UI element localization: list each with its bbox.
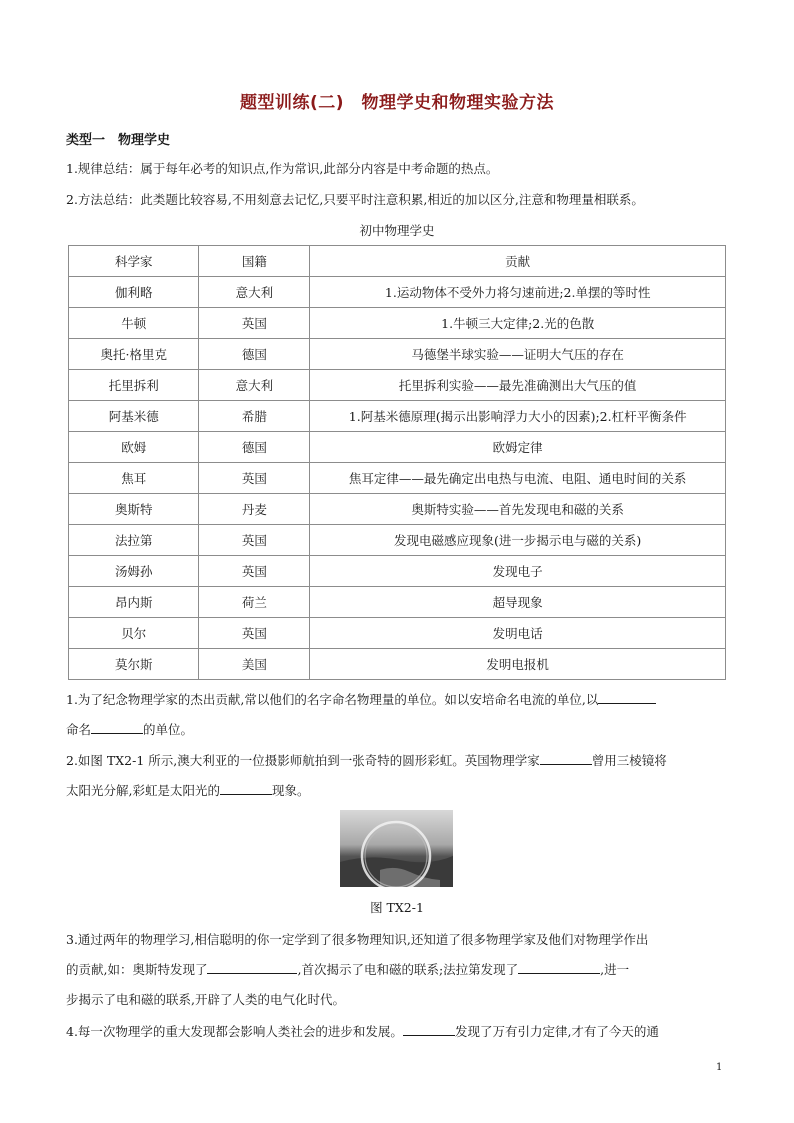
question-text: 太阳光分解,彩虹是太阳光的 (66, 783, 220, 798)
cell-scientist: 贝尔 (69, 618, 199, 649)
cell-scientist: 伽利略 (69, 277, 199, 308)
table-row (69, 308, 726, 339)
section-heading: 类型一 物理学史 (66, 133, 171, 148)
cell-contribution: 奥斯特实验——首先发现电和磁的关系 (310, 494, 726, 525)
question-text: 曾用三棱镜将 (591, 753, 667, 768)
answer-blank[interactable] (403, 1023, 455, 1036)
table-row (69, 649, 726, 680)
cell-nationality: 英国 (199, 618, 310, 649)
cell-nationality: 德国 (199, 432, 310, 463)
figure-caption: 图 TX2-1 (370, 900, 424, 915)
table-header-row (69, 246, 726, 277)
question-text: 发现了万有引力定律,才有了今天的通 (454, 1024, 659, 1039)
table-row (69, 339, 726, 370)
table-row (69, 587, 726, 618)
cell-nationality: 德国 (199, 339, 310, 370)
cell-scientist: 奥斯特 (69, 494, 199, 525)
table-row (69, 525, 726, 556)
question-text: 2.如图 TX2-1 所示,澳大利亚的一位摄影师航拍到一张奇特的圆形彩虹。英国物理学家 (66, 753, 540, 768)
header-nationality: 国籍 (199, 246, 310, 277)
cell-nationality: 英国 (199, 463, 310, 494)
cell-scientist: 焦耳 (69, 463, 199, 494)
cell-contribution: 马德堡半球实验——证明大气压的存在 (310, 339, 726, 370)
question-text: ,进一 (600, 962, 630, 977)
question-text: 步揭示了电和磁的联系,开辟了人类的电气化时代。 (66, 992, 345, 1007)
cell-scientist: 莫尔斯 (69, 649, 199, 680)
question-text: 现象。 (271, 783, 310, 798)
cell-scientist: 昂内斯 (69, 587, 199, 618)
header-contribution: 贡献 (310, 246, 726, 277)
answer-blank[interactable] (220, 782, 272, 795)
table-caption: 初中物理学史 (359, 223, 435, 238)
table-row (69, 277, 726, 308)
answer-blank[interactable] (207, 961, 297, 974)
page-number: 1 (716, 1062, 723, 1073)
question-1 (66, 685, 728, 745)
question-text: 3.通过两年的物理学习,相信聪明的你一定学到了很多物理知识,还知道了很多物理学家及他们对物理学作出 (66, 932, 649, 947)
cell-scientist: 牛顿 (69, 308, 199, 339)
question-text: 命名 (66, 722, 92, 737)
page-title: 题型训练(二) 物理学史和物理实验方法 (239, 93, 555, 113)
table-row (69, 556, 726, 587)
question-4 (66, 1017, 728, 1047)
table-row (69, 463, 726, 494)
point-method-summary: 2.方法总结：此类题比较容易,不用刻意去记忆,只要平时注意积累,相近的加以区分,注意和物理量相联系。 (66, 192, 644, 207)
cell-contribution: 欧姆定律 (310, 432, 726, 463)
cell-nationality: 英国 (199, 556, 310, 587)
cell-scientist: 奥托·格里克 (69, 339, 199, 370)
cell-scientist: 法拉第 (69, 525, 199, 556)
cell-contribution: 1.运动物体不受外力将匀速前进;2.单摆的等时性 (310, 277, 726, 308)
answer-blank[interactable] (91, 721, 143, 734)
answer-blank[interactable] (540, 752, 592, 765)
point-rule-summary: 1.规律总结：属于每年必考的知识点,作为常识,此部分内容是中考命题的热点。 (66, 161, 499, 176)
cell-contribution: 发明电话 (310, 618, 726, 649)
question-text: 的单位。 (143, 722, 194, 737)
cell-nationality: 意大利 (199, 277, 310, 308)
question-text: ,首次揭示了电和磁的联系;法拉第发现了 (297, 962, 519, 977)
question-text: 4.每一次物理学的重大发现都会影响人类社会的进步和发展。 (66, 1024, 403, 1039)
cell-scientist: 托里拆利 (69, 370, 199, 401)
physics-history-table (68, 245, 726, 680)
question-3 (66, 925, 728, 1015)
question-text: 的贡献,如：奥斯特发现了 (66, 962, 208, 977)
cell-nationality: 美国 (199, 649, 310, 680)
answer-blank[interactable] (598, 691, 656, 704)
cell-contribution: 超导现象 (310, 587, 726, 618)
answer-blank[interactable] (518, 961, 600, 974)
cell-contribution: 发现电子 (310, 556, 726, 587)
cell-scientist: 阿基米德 (69, 401, 199, 432)
cell-contribution: 1.牛顿三大定律;2.光的色散 (310, 308, 726, 339)
table-row (69, 401, 726, 432)
table-row (69, 370, 726, 401)
cell-scientist: 欧姆 (69, 432, 199, 463)
table-row (69, 494, 726, 525)
cell-nationality: 丹麦 (199, 494, 310, 525)
cell-contribution: 1.阿基米德原理(揭示出影响浮力大小的因素);2.杠杆平衡条件 (310, 401, 726, 432)
question-2 (66, 746, 728, 806)
cell-contribution: 发明电报机 (310, 649, 726, 680)
table-row (69, 618, 726, 649)
table-row (69, 432, 726, 463)
question-text: 1.为了纪念物理学家的杰出贡献,常以他们的名字命名物理量的单位。如以安培命名电流的单位,以 (66, 692, 599, 707)
header-scientist: 科学家 (69, 246, 199, 277)
cell-contribution: 发现电磁感应现象(进一步揭示电与磁的关系) (310, 525, 726, 556)
cell-contribution: 焦耳定律——最先确定出电热与电流、电阻、通电时间的关系 (310, 463, 726, 494)
cell-scientist: 汤姆孙 (69, 556, 199, 587)
cell-nationality: 英国 (199, 525, 310, 556)
circular-rainbow-photo (340, 810, 453, 887)
cell-nationality: 英国 (199, 308, 310, 339)
cell-nationality: 荷兰 (199, 587, 310, 618)
cell-nationality: 意大利 (199, 370, 310, 401)
cell-contribution: 托里拆利实验——最先准确测出大气压的值 (310, 370, 726, 401)
cell-nationality: 希腊 (199, 401, 310, 432)
